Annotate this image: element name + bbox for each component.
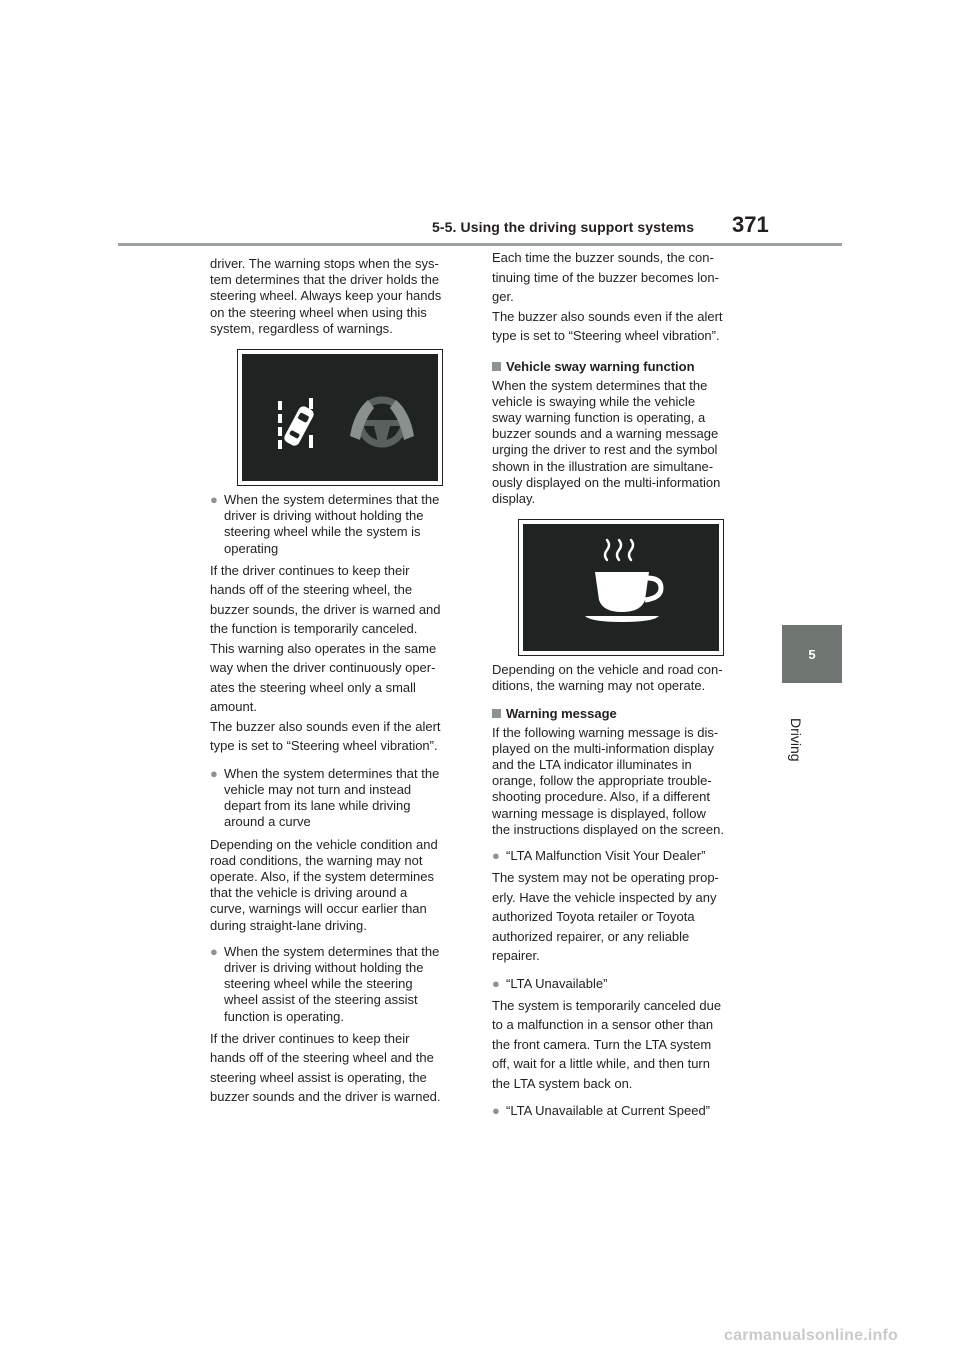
chapter-label-text: Driving [788, 718, 804, 762]
watermark: carmanualsonline.info [724, 1327, 899, 1344]
para-sway-conditions: Depending on the vehicle and road con- ditions, the warning may not operate. [492, 662, 723, 694]
bullet-icon: ● [210, 492, 218, 508]
para-sway-description: When the system determines that the vehicle is swaying while the vehicle sway warning function is operating, a buzzer sounds and a warning message urging the driver to rest and the symbol shown in the illustration are simultane- ously displayed on the multi-information display. [492, 377, 721, 506]
para-curve-details: Depending on the vehicle condition and road conditions, the warning may not operate. Also, if the system determines that the vehicle is driving around a curve, warnings will occur earlier than during straight-lane driving. [210, 836, 438, 933]
heading-marker [492, 709, 501, 718]
bullet-curve-departure [210, 766, 466, 831]
bullet-lta-unavailable [492, 976, 748, 992]
coffee-cup-icon [523, 524, 719, 651]
heading-marker [492, 362, 501, 371]
bullet-steering-assist [210, 944, 466, 1025]
figure-coffee-warning [518, 519, 724, 656]
figure-hands-off-warning [237, 349, 443, 486]
heading-sway-warning-text: Vehicle sway warning function [506, 358, 695, 374]
page-number: 371 [732, 212, 769, 237]
heading-warning-message [492, 705, 748, 722]
right-column [492, 248, 748, 1120]
para-warning-message-intro: If the following warning message is dis- played on the multi-information display and the LTA indicator illuminates in orange, follow the appropriate trouble- shooting procedure. Also, if a different warning message is displayed, follow the instructions displayed on the screen. [492, 724, 724, 837]
bullet-icon: ● [492, 847, 500, 863]
para-buzzer-duration: Each time the buzzer sounds, the con- tinuing time of the buzzer becomes lon- ger. The buzzer also sounds even if the alert type is set to “Steering wheel vibration”. [492, 250, 723, 343]
bullet-lta-unavailable-speed [492, 1103, 748, 1119]
chapter-label [786, 718, 806, 798]
bullet-lta-malfunction [492, 848, 748, 864]
bullet-lta-malfunction-text: “LTA Malfunction Visit Your Dealer” [506, 847, 706, 863]
section-header-title: 5-5. Using the driving support systems [432, 219, 695, 235]
bullet-icon: ● [210, 943, 218, 959]
para-lta-malfunction: The system may not be operating prop- erly. Have the vehicle inspected by any authorized Toyota retailer or Toyota authorized repairer, or any reliable repairer. [492, 870, 719, 964]
heading-sway-warning [492, 358, 748, 375]
header-rule [118, 243, 842, 246]
bullet-lta-unavailable-text: “LTA Unavailable” [506, 975, 608, 991]
para-hands-off-details: If the driver continues to keep their hands off of the steering wheel, the buzzer sounds, the driver is warned and the function is temporarily canceled. This warning also operates in the same way when the driver continuously oper- ates the steering wheel only a small amount. The buzzer also sounds even if the alert type is set to “Steering wheel vibration”. [210, 562, 441, 754]
bullet-icon: ● [492, 1103, 500, 1119]
heading-warning-message-text: Warning message [506, 705, 617, 721]
chapter-tab: 5 [782, 625, 842, 683]
intro-text: driver. The warning stops when the sys- tem determines that the driver holds the steering wheel. Always keep your hands on the steering wheel when using this system, regardless of warnings. [210, 256, 442, 336]
bullet-lta-unavailable-speed-text: “LTA Unavailable at Current Speed” [506, 1103, 711, 1119]
bullet-hands-off-text: When the system determines that the driver is driving without holding the steering wheel while the system is operating [224, 492, 440, 556]
lane-departure-hands-off-icon [242, 354, 438, 481]
display-screen [523, 524, 719, 651]
para-lta-unavailable: The system is temporarily canceled due to a malfunction in a sensor other than the front camera. Turn the LTA system off, wait for a little while, and then turn the LTA system back on. [492, 997, 722, 1091]
bullet-icon: ● [210, 765, 218, 781]
bullet-hands-off [210, 492, 466, 557]
para-steering-assist-details: If the driver continues to keep their hands off of the steering wheel and the steering wheel assist is operating, the buzzer sounds and the driver is warned. [210, 1030, 441, 1105]
bullet-curve-departure-text: When the system determines that the vehicle may not turn and instead depart from its lane while driving around a curve [224, 765, 440, 830]
display-screen [242, 354, 438, 481]
bullet-icon: ● [492, 975, 500, 991]
bullet-steering-assist-text: When the system determines that the driver is driving without holding the steering wheel while the steering wheel assist of the steering assist function is operating. [224, 943, 440, 1024]
left-column [210, 256, 466, 1107]
